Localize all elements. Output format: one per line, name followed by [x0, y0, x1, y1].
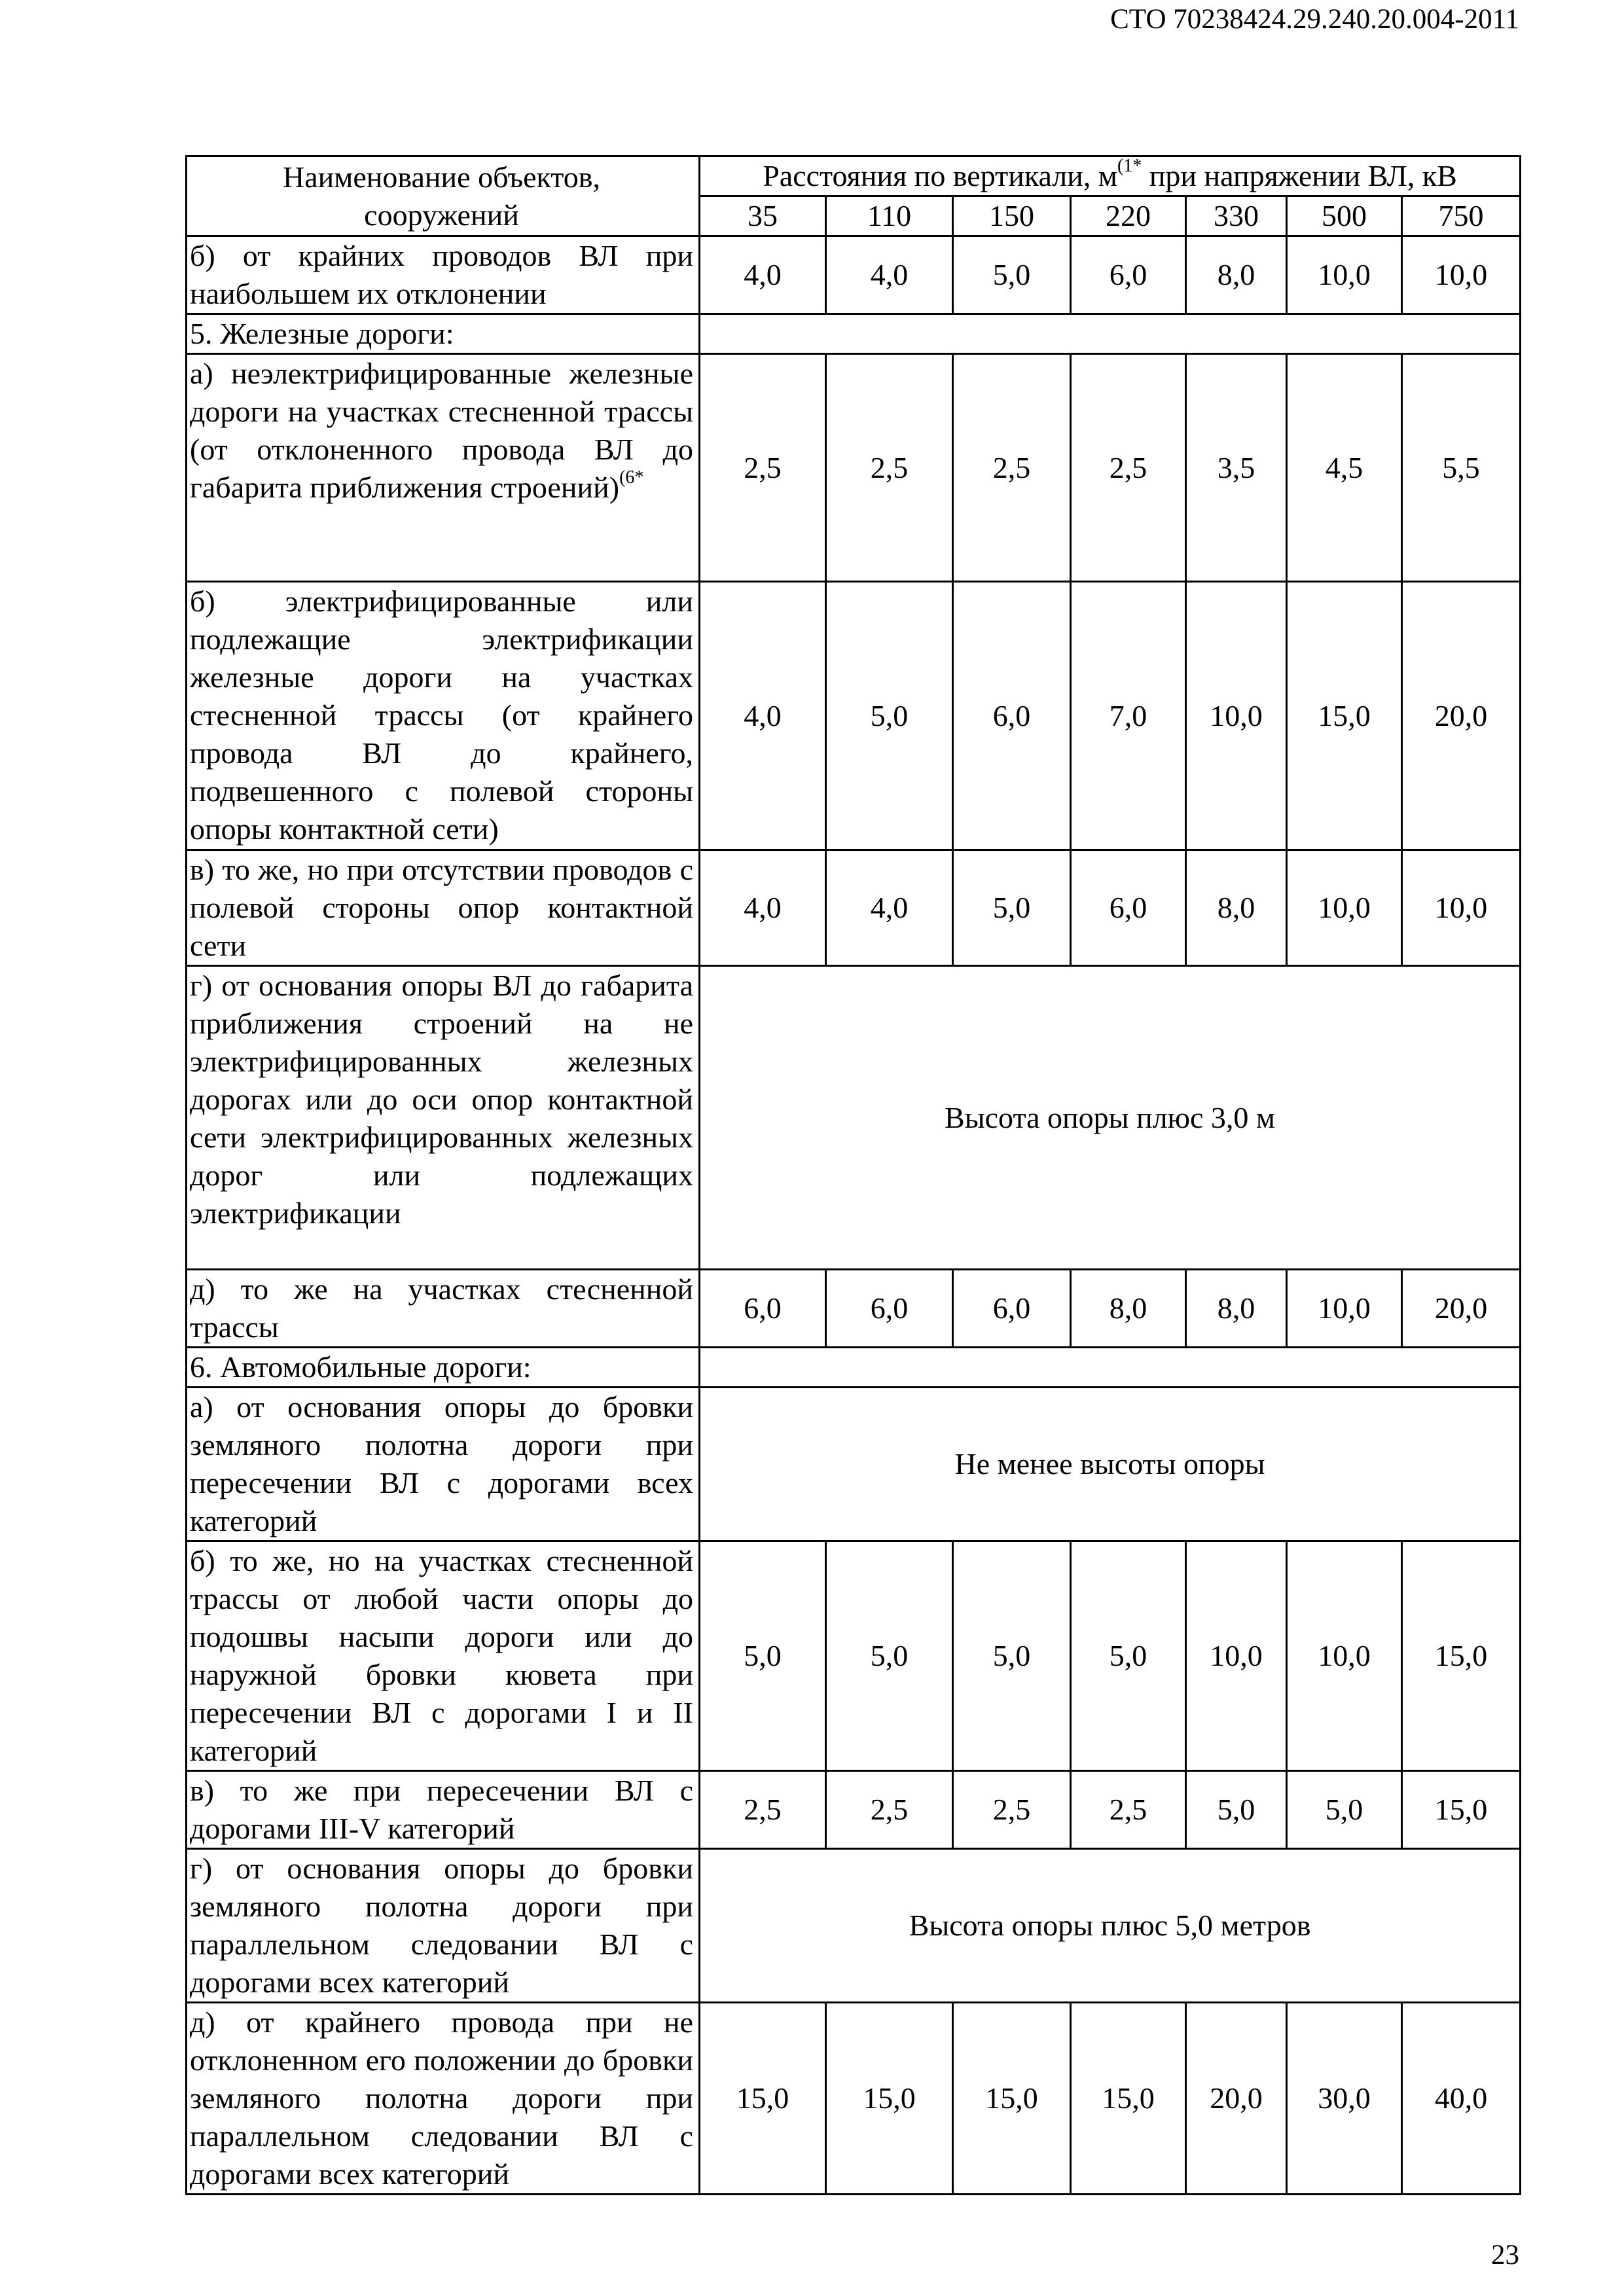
- value-cell: 10,0: [1287, 236, 1402, 314]
- value-cell: 3,5: [1186, 354, 1287, 582]
- value-cell: 4,5: [1287, 354, 1402, 582]
- value-cell: 10,0: [1186, 582, 1287, 850]
- object-name: [187, 582, 700, 850]
- value-cell: 20,0: [1186, 2003, 1287, 2195]
- object-name-text: 6. Автомобильные дороги:: [190, 1350, 532, 1384]
- value-cell: 2,5: [826, 1771, 953, 1849]
- merged-value-cell: Не менее высоты опоры: [700, 1388, 1521, 1541]
- value-cell: 6,0: [826, 1270, 953, 1348]
- table-row: [187, 1388, 1521, 1541]
- value-cell: 5,0: [1287, 1771, 1402, 1849]
- table-row: [187, 966, 1521, 1270]
- header-footnote-mark: (1*: [1117, 156, 1142, 176]
- object-name: [187, 1388, 700, 1541]
- voltage-header: 750: [1402, 196, 1521, 236]
- value-cell: 5,0: [700, 1541, 826, 1771]
- value-cell: 2,5: [700, 1771, 826, 1849]
- value-cell: 40,0: [1402, 2003, 1521, 2195]
- voltage-header: 330: [1186, 196, 1287, 236]
- value-cell: 10,0: [1186, 1541, 1287, 1771]
- table-row: [187, 1541, 1521, 1771]
- empty-cell: [700, 314, 1521, 354]
- value-cell: 2,5: [1071, 1771, 1186, 1849]
- table-row: [187, 1849, 1521, 2003]
- section-title: [187, 314, 700, 354]
- value-cell: 15,0: [826, 2003, 953, 2195]
- header-object-name-line2: сооружений: [364, 198, 519, 232]
- value-cell: 6,0: [953, 582, 1071, 850]
- value-cell: 6,0: [1071, 850, 1186, 966]
- object-name-text: б) электрифицированные или подлежащие электрификации железные дороги на участках стесненной трассы (от крайнего провода ВЛ до крайнего, подвешенного с полевой стороны опоры контактной сети): [190, 584, 693, 846]
- object-name-text: б) то же, но на участках стесненной трассы от любой части опоры до подошвы насыпи дороги или до наружной бровки кювета при пересечении ВЛ с дорогами I и II категорий: [190, 1544, 693, 1767]
- value-cell: 4,0: [700, 582, 826, 850]
- document-code: СТО 70238424.29.240.20.004-2011: [1110, 4, 1519, 35]
- object-name-text: д) от крайнего провода при не отклоненном его положении до бровки земляного полотна дороги при параллельном следовании ВЛ с дорогами всех категорий: [190, 2005, 693, 2191]
- object-name: [187, 1270, 700, 1348]
- value-cell: 15,0: [1402, 1541, 1521, 1771]
- value-cell: 10,0: [1402, 236, 1521, 314]
- value-cell: 8,0: [1186, 850, 1287, 966]
- value-cell: 15,0: [1402, 1771, 1521, 1849]
- value-cell: 5,0: [1071, 1541, 1186, 1771]
- object-name-text: б) от крайних проводов ВЛ при наибольшем их отклонении: [190, 239, 693, 310]
- header-distance-suffix: при напряжении ВЛ, кВ: [1142, 159, 1457, 192]
- value-cell: 10,0: [1287, 850, 1402, 966]
- header-distance-group: [700, 156, 1521, 196]
- value-cell: 5,0: [826, 1541, 953, 1771]
- voltage-header: 110: [826, 196, 953, 236]
- object-name: [187, 966, 700, 1270]
- value-cell: 8,0: [1186, 1270, 1287, 1348]
- table-body: [187, 236, 1521, 2195]
- object-name: [187, 236, 700, 314]
- object-name: [187, 1771, 700, 1849]
- table-row: [187, 354, 1521, 582]
- object-name-text: в) то же при пересечении ВЛ с дорогами III-V категорий: [190, 1774, 693, 1845]
- value-cell: 10,0: [1287, 1270, 1402, 1348]
- header-distance-text: Расстояния по вертикали, м: [763, 159, 1117, 192]
- value-cell: 8,0: [1186, 236, 1287, 314]
- value-cell: 15,0: [1071, 2003, 1186, 2195]
- value-cell: 10,0: [1402, 850, 1521, 966]
- value-cell: 8,0: [1071, 1270, 1186, 1348]
- table-row: [187, 582, 1521, 850]
- value-cell: 5,0: [1186, 1771, 1287, 1849]
- empty-cell: [700, 1348, 1521, 1388]
- value-cell: 4,0: [826, 850, 953, 966]
- value-cell: 2,5: [953, 1771, 1071, 1849]
- value-cell: 20,0: [1402, 1270, 1521, 1348]
- value-cell: 15,0: [700, 2003, 826, 2195]
- value-cell: 5,0: [826, 582, 953, 850]
- object-name-text: д) то же на участках стесненной трассы: [190, 1272, 693, 1344]
- value-cell: 5,0: [953, 236, 1071, 314]
- merged-value-cell: Высота опоры плюс 3,0 м: [700, 966, 1521, 1270]
- value-cell: 15,0: [953, 2003, 1071, 2195]
- object-name-text: а) неэлектрифицированные железные дороги на участках стесненной трассы (от отклоненного провода ВЛ до габарита приближения строений): [190, 357, 693, 504]
- object-name-text: в) то же, но при отсутствии проводов с полевой стороны опор контактной сети: [190, 853, 693, 962]
- voltage-header: 35: [700, 196, 826, 236]
- voltage-header: 150: [953, 196, 1071, 236]
- value-cell: 5,0: [953, 850, 1071, 966]
- header-object-name-line1: Наименование объектов,: [283, 160, 600, 194]
- value-cell: 2,5: [1071, 354, 1186, 582]
- footnote-mark: (6*: [619, 467, 644, 488]
- value-cell: 7,0: [1071, 582, 1186, 850]
- value-cell: 4,0: [700, 236, 826, 314]
- object-name-text: г) от основания опоры ВЛ до габарита приближения строений на не электрифицированных железных дорогах или до оси опор контактной сети электрифицированных железных дорог или подлежащих электрификации: [190, 969, 693, 1230]
- object-name: [187, 2003, 700, 2195]
- object-name: [187, 1849, 700, 2003]
- voltage-header: 220: [1071, 196, 1186, 236]
- object-name: [187, 850, 700, 966]
- table-row: [187, 1270, 1521, 1348]
- merged-value-cell: Высота опоры плюс 5,0 метров: [700, 1849, 1521, 2003]
- object-name-text: а) от основания опоры до бровки земляного полотна дороги при пересечении ВЛ с дорогами всех категорий: [190, 1390, 693, 1537]
- table-row: [187, 236, 1521, 314]
- value-cell: 5,5: [1402, 354, 1521, 582]
- section-row: [187, 314, 1521, 354]
- section-row: [187, 1348, 1521, 1388]
- value-cell: 2,5: [826, 354, 953, 582]
- value-cell: 2,5: [700, 354, 826, 582]
- value-cell: 5,0: [953, 1541, 1071, 1771]
- voltage-header: 500: [1287, 196, 1402, 236]
- distance-table: [185, 155, 1521, 2195]
- table-row: [187, 1771, 1521, 1849]
- object-name: [187, 1541, 700, 1771]
- value-cell: 6,0: [953, 1270, 1071, 1348]
- value-cell: 4,0: [826, 236, 953, 314]
- value-cell: 2,5: [953, 354, 1071, 582]
- value-cell: 10,0: [1287, 1541, 1402, 1771]
- object-name: [187, 354, 700, 582]
- value-cell: 30,0: [1287, 2003, 1402, 2195]
- header-object-name: [187, 156, 700, 236]
- page-number: 23: [1491, 2240, 1519, 2270]
- value-cell: 4,0: [700, 850, 826, 966]
- value-cell: 20,0: [1402, 582, 1521, 850]
- section-title: [187, 1348, 700, 1388]
- value-cell: 15,0: [1287, 582, 1402, 850]
- object-name-text: 5. Железные дороги:: [190, 317, 454, 350]
- table-row: [187, 2003, 1521, 2195]
- table-row: [187, 850, 1521, 966]
- value-cell: 6,0: [1071, 236, 1186, 314]
- object-name-text: г) от основания опоры до бровки земляного полотна дороги при параллельном следовании ВЛ с дорогами всех категорий: [190, 1852, 693, 1999]
- value-cell: 6,0: [700, 1270, 826, 1348]
